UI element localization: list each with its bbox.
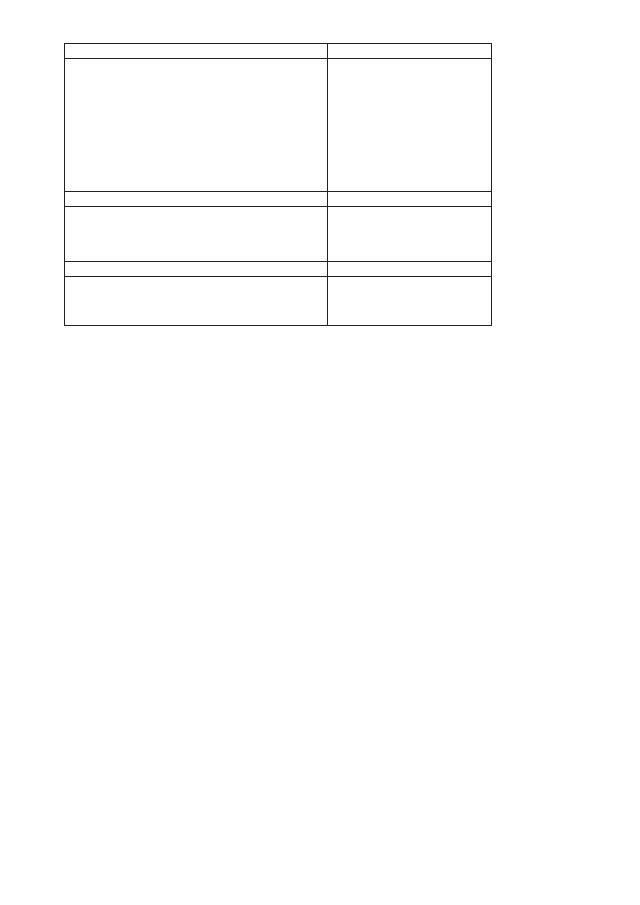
region-row bbox=[65, 277, 492, 326]
value-cell bbox=[328, 262, 492, 277]
value-cell bbox=[328, 277, 492, 326]
zone-row bbox=[65, 192, 492, 207]
gas-price-table bbox=[64, 43, 492, 326]
section-heading bbox=[65, 59, 328, 192]
value-cell bbox=[328, 44, 492, 59]
value-cell bbox=[328, 207, 492, 262]
value-cell bbox=[328, 59, 492, 192]
zone-label bbox=[65, 44, 328, 59]
region-name bbox=[65, 207, 328, 262]
region-row bbox=[65, 207, 492, 262]
zone-row bbox=[65, 262, 492, 277]
region-name bbox=[65, 277, 328, 326]
section-heading-row bbox=[65, 59, 492, 192]
zone-label bbox=[65, 192, 328, 207]
zone-label bbox=[65, 262, 328, 277]
zone-row bbox=[65, 44, 492, 59]
value-cell bbox=[328, 192, 492, 207]
